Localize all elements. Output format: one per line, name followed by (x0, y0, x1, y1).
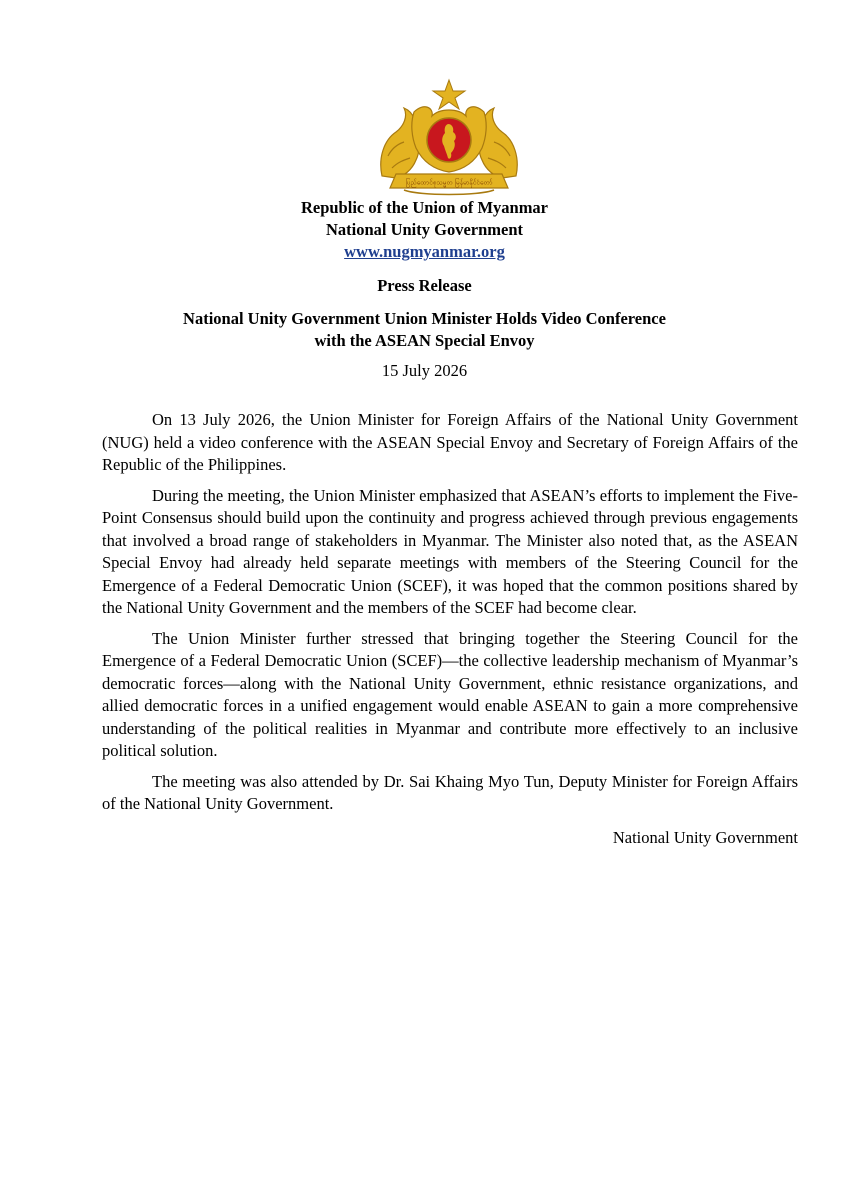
press-release-label: Press Release (377, 276, 472, 295)
header-country: Republic of the Union of Myanmar (300, 198, 549, 217)
release-date: 15 July 2026 (381, 361, 468, 380)
website-link[interactable]: www.nugmyanmar.org (344, 242, 505, 261)
paragraph-4: The meeting was also attended by Dr. Sai Khaing Myo Tun, Deputy Minister for Foreign Affairs of the National Unity Government. (102, 771, 798, 813)
state-emblem-icon (374, 78, 524, 198)
header-government: National Unity Government (325, 220, 524, 239)
emblem-banner-text: ပြည်ထောင်စုသမ္မတ မြန်မာနိုင်ငံတော် (405, 178, 493, 187)
paragraph-2: During the meeting, the Union Minister emphasized that ASEAN’s efforts to implement the Five-Point Consensus should build upon the continuity and progress achieved through previous engagements that involved a broad range of stakeholders in Myanmar. The Minister also noted that, as the ASEAN Special Envoy had already held separate meetings with members of the Steering Council for the Emergence of a Federal Democratic Union (SCEF), it was hoped that the common positions shared by the National Unity Government and the members of the SCEF had become clear. (102, 485, 798, 617)
release-title-line-2: with the ASEAN Special Envoy (314, 331, 535, 350)
release-title (0, 308, 849, 352)
signature: National Unity Government (612, 828, 798, 847)
paragraph-3: The Union Minister further stressed that bringing together the Steering Council for the Emergence of a Federal Democratic Union (SCEF)—the collective leadership mechanism of Myanmar’s democratic forces—along with the National Unity Government, ethnic resistance organizations, and allied democratic forces in a unified engagement would enable ASEAN to gain a more comprehensive understanding of the political realities in Myanmar and contribute more effectively to an inclusive political solution. (102, 628, 798, 760)
star-icon (433, 80, 465, 109)
release-body (102, 409, 798, 824)
paragraph-1: On 13 July 2026, the Union Minister for Foreign Affairs of the National Unity Government (NUG) held a video conference with the ASEAN Special Envoy and Secretary of Foreign Affairs of the Republic of the Philippines. (102, 410, 798, 474)
release-title-line-1: National Unity Government Union Minister Holds Video Conference (183, 309, 666, 328)
